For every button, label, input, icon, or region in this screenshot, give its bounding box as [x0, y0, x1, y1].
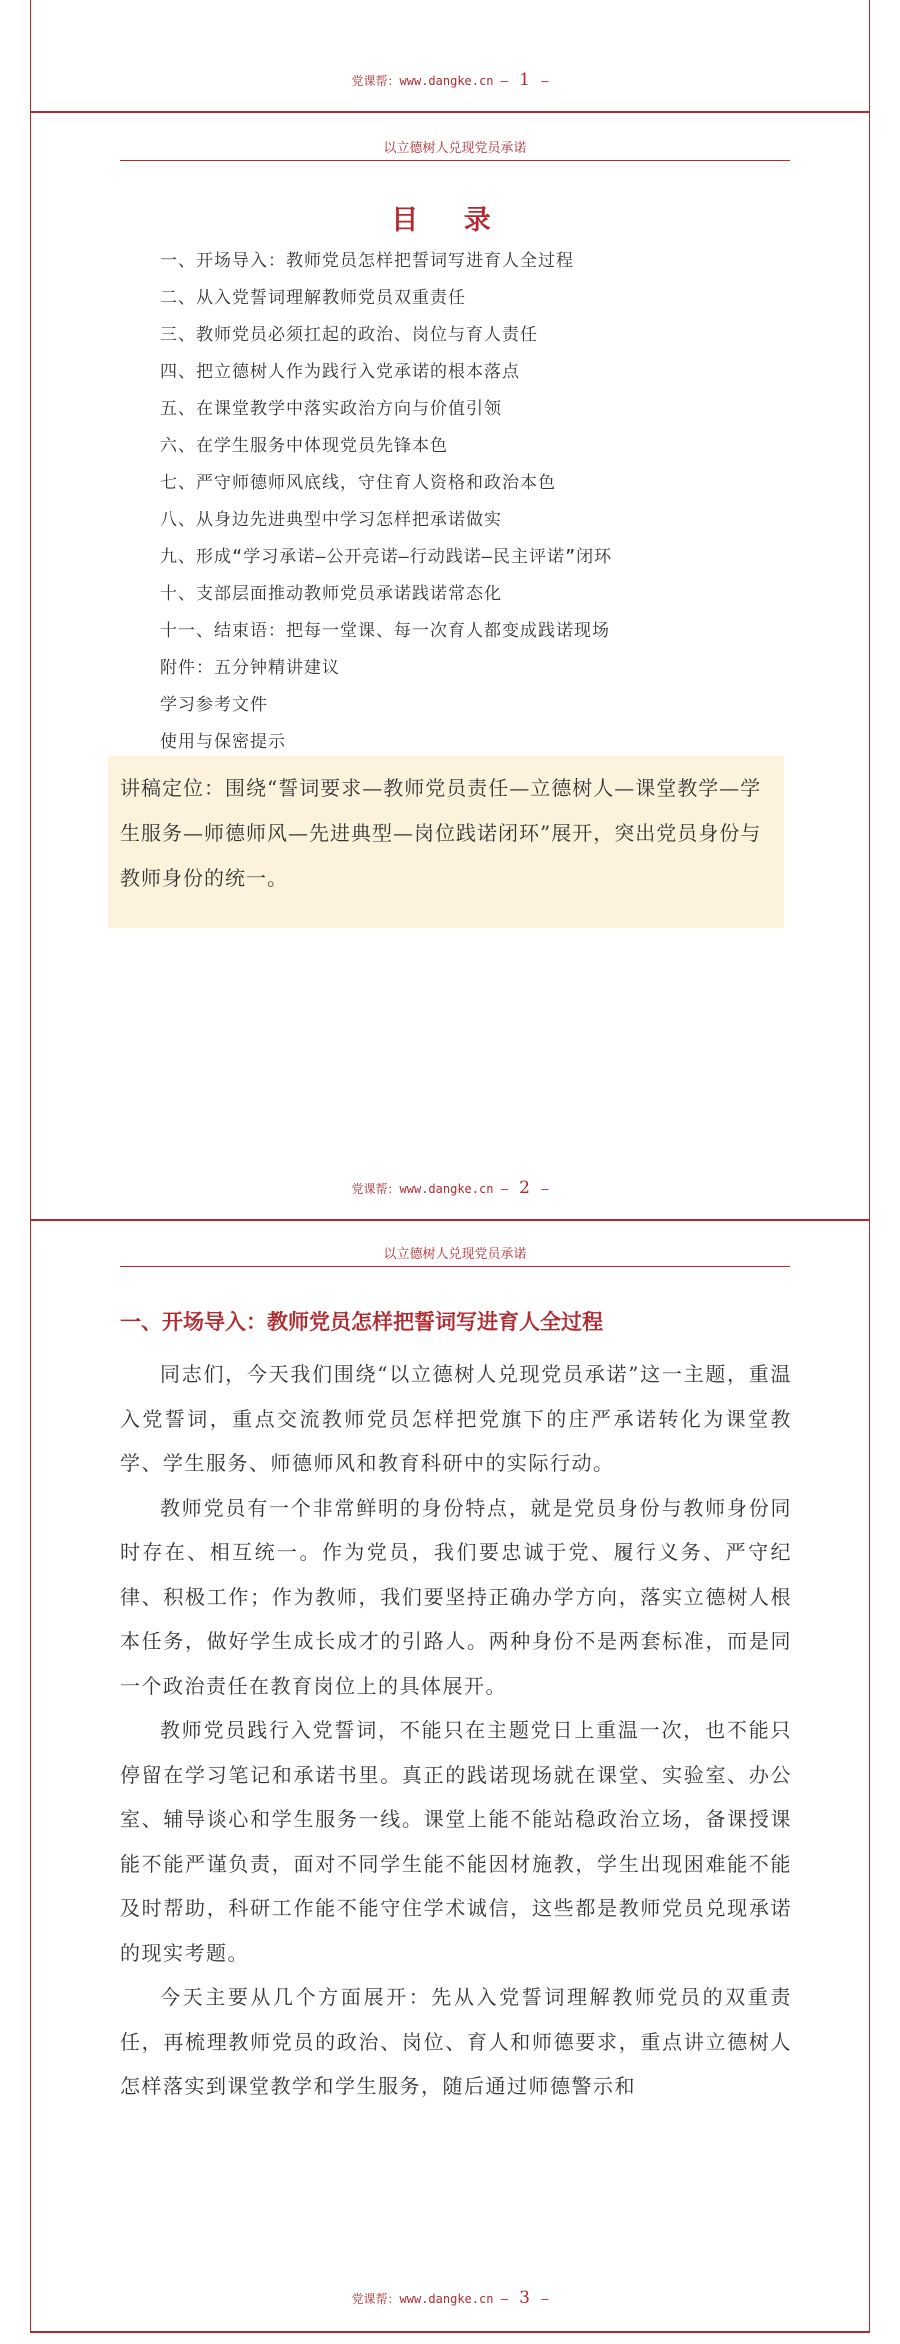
- toc-item: 十一、结束语：把每一堂课、每一次育人都变成践诺现场: [160, 621, 610, 641]
- page-1-sheet: [30, 0, 870, 112]
- toc-item: 九、形成“学习承诺—公开亮诺—行动践诺—民主评诺”闭环: [160, 547, 613, 567]
- page-header: 以立德树人兑现党员承诺: [383, 141, 527, 156]
- toc-item: 四、把立德树人作为践行入党承诺的根本落点: [160, 362, 520, 382]
- page-number: 1: [519, 70, 530, 90]
- body-paragraph: 教师党员践行入党誓词，不能只在主题党日上重温一次，也不能只停留在学习笔记和承诺书里。真正的践诺现场就在课堂、实验室、办公室、辅导谈心和学生服务一线。课堂上能不能站稳政治立场，备课授课能不能严谨负责，面对不同学生能不能因材施教，学生出现困难能不能及时帮助，科研工作能不能守住学术诚信，这些都是教师党员兑现承诺的现实考题。: [120, 1718, 792, 1965]
- toc-title: 目 录: [391, 205, 509, 236]
- page-footer: [0, 2288, 900, 2308]
- page-divider: [30, 2331, 870, 2333]
- footer-dash: —: [541, 1182, 549, 1196]
- toc-item: 七、严守师德师风底线，守住育人资格和政治本色: [160, 473, 556, 493]
- header-rule: [120, 1266, 790, 1267]
- footer-site: 党课帮：www.dangke.cn: [351, 1182, 494, 1196]
- body-paragraph: 同志们，今天我们围绕“以立德树人兑现党员承诺”这一主题，重温入党誓词，重点交流教师党员怎样把党旗下的庄严承诺转化为课堂教学、学生服务、师德师风和教育科研中的实际行动。: [120, 1362, 792, 1475]
- footer-site: 党课帮：www.dangke.cn: [351, 74, 494, 88]
- positioning-note: 讲稿定位：围绕“誓词要求—教师党员责任—立德树人—课堂教学—学生服务—师德师风—先进典型—岗位践诺闭环”展开，突出党员身份与教师身份的统一。: [108, 756, 784, 928]
- footer-dash: —: [500, 74, 508, 88]
- body-paragraph: 教师党员有一个非常鲜明的身份特点，就是党员身份与教师身份同时存在、相互统一。作为党员，我们要忠诚于党、履行义务、严守纪律、积极工作；作为教师，我们要坚持正确办学方向，落实立德树人根本任务，做好学生成长成才的引路人。两种身份不是两套标准，而是同一个政治责任在教育岗位上的具体展开。: [120, 1495, 792, 1698]
- toc-item: 五、在课堂教学中落实政治方向与价值引领: [160, 399, 502, 419]
- header-rule: [120, 160, 790, 161]
- page-footer: [0, 1178, 900, 1198]
- footer-dash: —: [541, 74, 549, 88]
- footer-dash: —: [500, 1182, 508, 1196]
- page-header: 以立德树人兑现党员承诺: [383, 1247, 527, 1262]
- page-number: 2: [519, 1178, 530, 1198]
- body-paragraph: 今天主要从几个方面展开：先从入党誓词理解教师党员的双重责任，再梳理教师党员的政治、岗位、育人和师德要求，重点讲立德树人怎样落实到课堂教学和学生服务，随后通过师德警示和: [120, 1985, 792, 2098]
- toc-item: 学习参考文件: [160, 695, 268, 715]
- toc-list: [160, 243, 612, 761]
- toc-item: 十、支部层面推动教师党员承诺践诺常态化: [160, 584, 502, 604]
- footer-site: 党课帮：www.dangke.cn: [351, 2292, 494, 2306]
- footer-dash: —: [541, 2292, 549, 2306]
- toc-item: 八、从身边先进典型中学习怎样把承诺做实: [160, 510, 502, 530]
- footer-dash: —: [500, 2292, 508, 2306]
- toc-item: 三、教师党员必须扛起的政治、岗位与育人责任: [160, 325, 538, 345]
- page-number: 3: [519, 2288, 530, 2308]
- page-footer: [0, 70, 900, 90]
- toc-item: 一、开场导入：教师党员怎样把誓词写进育人全过程: [160, 251, 574, 271]
- toc-item: 使用与保密提示: [160, 732, 286, 752]
- section-heading: 一、开场导入：教师党员怎样把誓词写进育人全过程: [120, 1310, 603, 1334]
- toc-item: 附件：五分钟精讲建议: [160, 658, 340, 678]
- toc-item: 六、在学生服务中体现党员先锋本色: [160, 436, 448, 456]
- toc-item: 二、从入党誓词理解教师党员双重责任: [160, 288, 466, 308]
- section-body: [120, 1352, 792, 2109]
